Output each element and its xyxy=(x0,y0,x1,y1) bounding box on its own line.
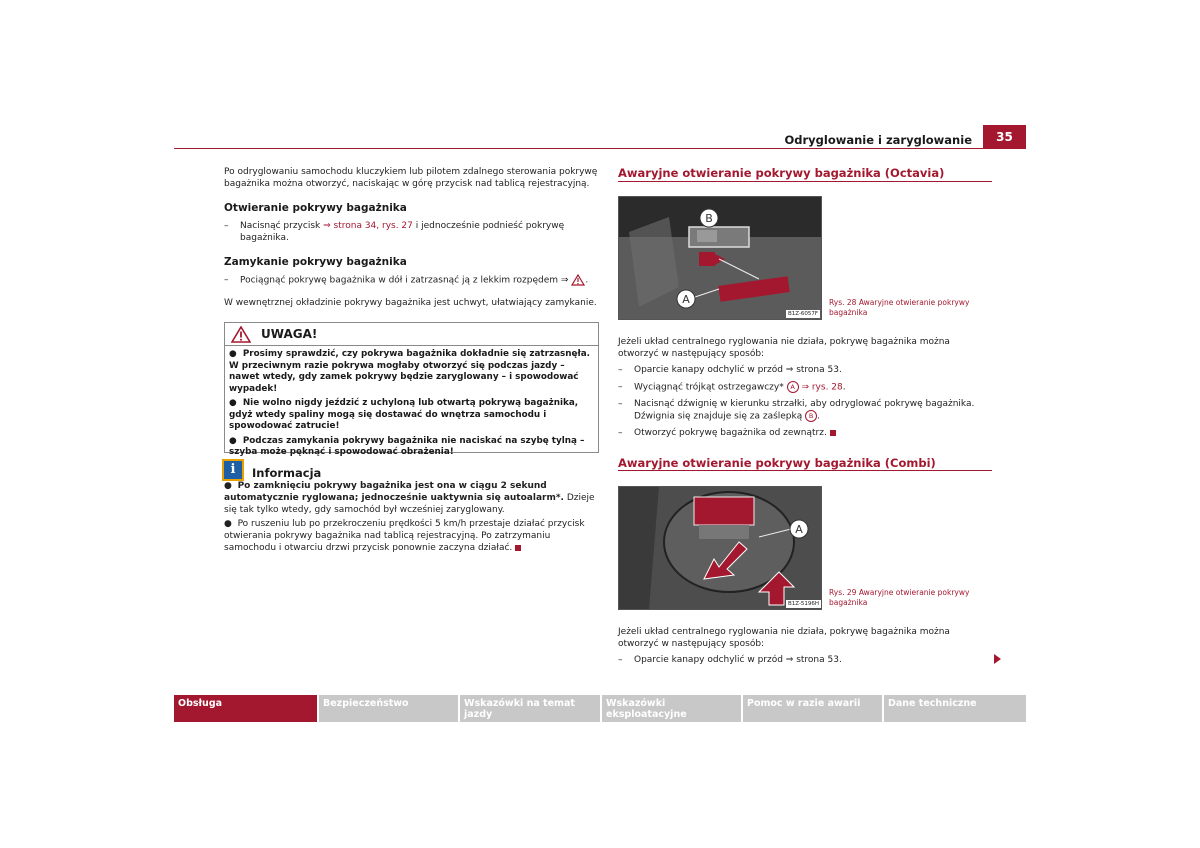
warning-triangle-icon xyxy=(231,326,251,343)
tab-wskazowki-eksploatacyjne[interactable]: Wskazówki eksploatacyjne xyxy=(602,695,741,722)
octavia-step-3: – Nacisnąć dźwignię w kierunku strzałki, aby odryglować pokrywę bagażnika. Dźwignia się znajduje się za zaślepką B . xyxy=(618,399,975,422)
tab-bezpieczenstwo[interactable]: Bezpieczeństwo xyxy=(319,695,458,722)
warning-box xyxy=(224,322,599,457)
combi-intro: Jeżeli układ centralnego ryglowania nie działa, pokrywę bagażnika można otworzyć w następujący sposób: xyxy=(618,627,950,649)
warning-header xyxy=(225,323,598,346)
combi-section-rule xyxy=(618,470,992,471)
figure-code: B1Z-6057F xyxy=(788,311,819,317)
warning-item: ● Nie wolno nigdy jeździć z uchyloną lub otwartą pokrywą bagażnika, gdyż wtedy spaliny mogą się dostawać do wnętrza samochodu i spowodować zatrucie! xyxy=(229,398,579,431)
open-step-link[interactable]: ⇒ strona 34, rys. 27 xyxy=(323,221,413,231)
figure-label-a: A xyxy=(795,523,803,536)
open-step: – Nacisnąć przycisk ⇒ strona 34, rys. 27 i jednocześnie podnieść pokrywę bagażnika. xyxy=(224,221,565,243)
close-step: – Pociągnąć pokrywę bagażnika w dół i zatrzasnąć ją z lekkim rozpędem ⇒ . xyxy=(224,275,589,286)
next-page-arrow-icon[interactable] xyxy=(994,654,1001,664)
figure-caption: Rys. 29 Awaryjne otwieranie pokrywy bagażnika xyxy=(829,588,970,607)
octavia-step-4: – Otworzyć pokrywę bagażnika od zewnątrz. xyxy=(618,427,992,439)
octavia-step-1: – Oparcie kanapy odchylić w przód ⇒ strona 53. xyxy=(618,365,842,375)
ref-b: B xyxy=(805,410,817,422)
intro-paragraph: Po odryglowaniu samochodu kluczykiem lub pilotem zdalnego sterowania pokrywę bagażnika można otworzyć, naciskając w górę przycisk nad tablicą rejestracyjną. xyxy=(224,167,598,189)
warning-triangle-icon[interactable] xyxy=(571,274,585,286)
warning-item: ● Prosimy sprawdzić, czy pokrywa bagażnika dokładnie się zatrzasnęła. W przeciwnym razie pokrywa mogłaby otworzyć się podczas jazdy – nawet wtedy, gdy zamek pokrywy będzie zaryglowany – i spowodować wypadek! xyxy=(229,349,591,394)
warning-item: ● Podczas zamykania pokrywy bagażnika nie naciskać na szybę tylną – szyba może pęknąć i spowodować obrażenia! xyxy=(229,435,585,457)
combi-step-1: – Oparcie kanapy odchylić w przód ⇒ strona 53. xyxy=(618,655,842,665)
info-item-1: ● Po zamknięciu pokrywy bagażnika jest ona w ciągu 2 sekund automatycznie ryglowana; jednocześnie uaktywnia się autoalarm*. Dzieje się tak tylko wtedy, gdy samochód był wcześniej zaryglowany. xyxy=(224,481,595,515)
info-item-1-bold: Po zamknięciu pokrywy bagażnika jest ona w ciągu 2 sekund automatycznie ryglowana; jednocześnie uaktywnia się autoalarm*. xyxy=(224,481,564,503)
section-end-marker xyxy=(830,430,836,436)
header-divider xyxy=(174,148,1026,149)
trunk-illustration xyxy=(619,197,821,319)
figure-label-b: B xyxy=(705,212,713,225)
octavia-section-title: Awaryjne otwieranie pokrywy bagażnika (Octavia) xyxy=(618,166,945,180)
octavia-step-2: – Wyciągnąć trójkąt ostrzegawczy* A ⇒ rys. 28. xyxy=(618,382,846,393)
page-number: 35 xyxy=(983,125,1026,149)
figure-code: B1Z-5196H xyxy=(788,601,820,607)
info-icon: i xyxy=(224,461,242,479)
combi-trunk-illustration xyxy=(619,487,821,609)
figure-octavia-trunk xyxy=(618,196,822,320)
figure-caption: Rys. 28 Awaryjne otwieranie pokrywy bagażnika xyxy=(829,298,970,317)
tab-obsluga[interactable]: Obsługa xyxy=(174,695,317,722)
info-item-2: ● Po ruszeniu lub po przekroczeniu prędkości 5 km/h przestaje działać przycisk otwierania pokrywy bagażnika nad tablicą rejestracyjną. Po zatrzymaniu samochodu i otwarciu drzwi przycisk ponownie zaczyna działać. xyxy=(224,519,585,553)
figure-label-a: A xyxy=(682,293,690,306)
octavia-section-rule xyxy=(618,181,992,182)
section-end-marker xyxy=(515,545,521,551)
fig-link[interactable]: ⇒ rys. 28 xyxy=(801,382,843,393)
close-heading: Zamykanie pokrywy bagażnika xyxy=(224,256,407,268)
tab-dane-techniczne[interactable]: Dane techniczne xyxy=(884,695,1026,722)
combi-section-title: Awaryjne otwieranie pokrywy bagażnika (Combi) xyxy=(618,456,936,470)
warning-title: UWAGA! xyxy=(261,327,318,341)
close-step-text: Pociągnąć pokrywę bagażnika w dół i zatrzasnąć ją z lekkim rozpędem ⇒ xyxy=(240,275,569,286)
open-step-post: i jednocześnie podnieść pokrywę bagażnika. xyxy=(240,221,565,243)
tab-pomoc[interactable]: Pomoc w razie awarii xyxy=(743,695,882,722)
info-header xyxy=(224,460,321,480)
info-item-1-rest: Dzieje się tak tylko wtedy, gdy samochód był wcześniej zaryglowany. xyxy=(224,493,595,515)
section-title: Odryglowanie i zaryglowanie xyxy=(784,133,972,147)
info-title: Informacja xyxy=(252,466,322,480)
open-step-pre: Nacisnąć przycisk xyxy=(240,221,321,231)
inner-handle-text: W wewnętrznej okładzinie pokrywy bagażnika jest uchwyt, ułatwiający zamykanie. xyxy=(224,298,597,308)
open-heading: Otwieranie pokrywy bagażnika xyxy=(224,202,407,214)
figure-combi-trunk xyxy=(618,486,822,610)
octavia-intro: Jeżeli układ centralnego ryglowania nie działa, pokrywę bagażnika można otworzyć w następujący sposób: xyxy=(618,337,950,359)
tab-wskazowki-jazdy[interactable]: Wskazówki na temat jazdy xyxy=(460,695,600,722)
ref-a: A xyxy=(787,381,799,393)
